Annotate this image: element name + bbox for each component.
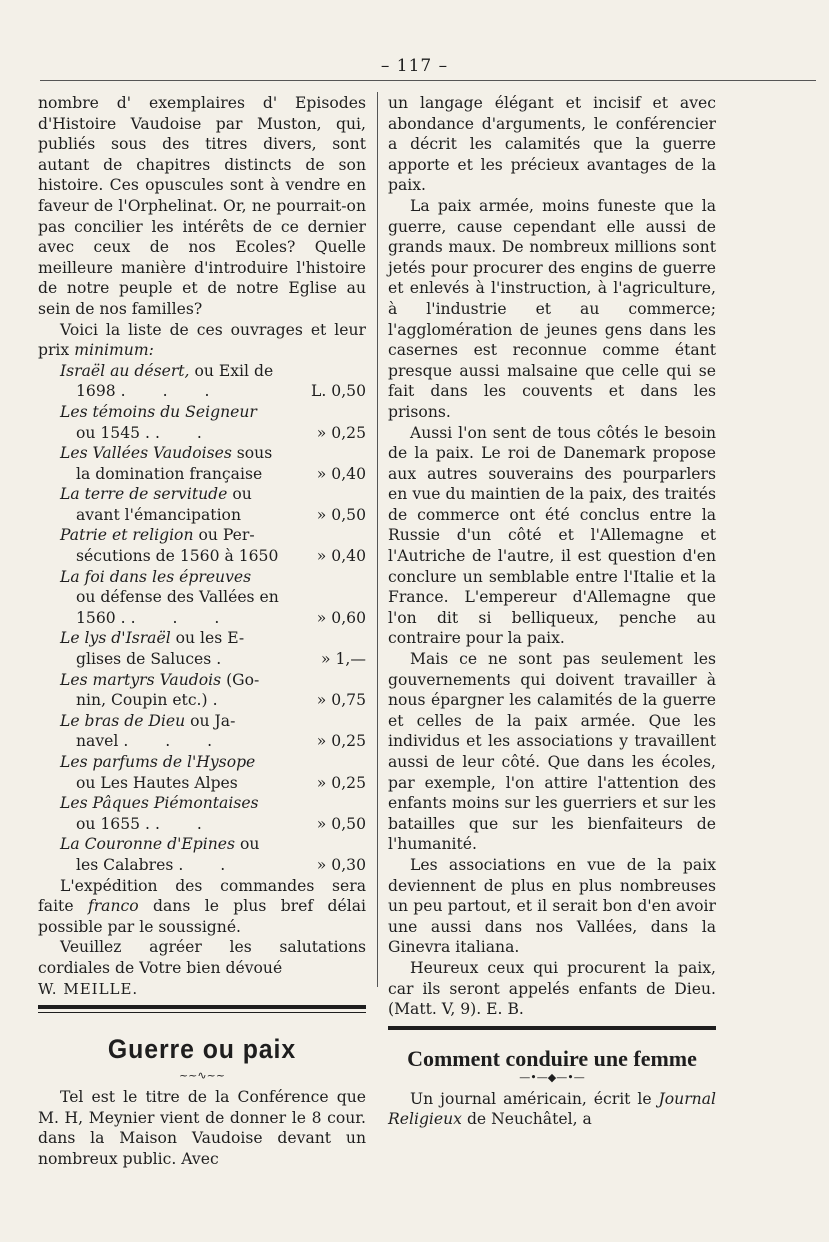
price-list-item bbox=[38, 484, 366, 525]
book-title-line bbox=[60, 361, 298, 382]
text: L'expédition des commandes sera faite bbox=[38, 876, 366, 916]
book-title: Les Vallées Vaudoises bbox=[60, 444, 232, 463]
paragraph: Mais ce ne sont pas seulement les gouvernements qui doivent travailler à nous épargner les calamités de la guerre et celles de la paix armée. Que les individus et les associations y travaillent aussi de leur côté. Que dans les écoles, par exemple, l'on attire l'attention des enfants moins sur les guerriers et sur les batailles que sur les bienfaiteurs de l'humanité. bbox=[388, 650, 716, 854]
book-title-rest: sous bbox=[231, 444, 273, 463]
book-price: » 0,40 bbox=[316, 547, 366, 566]
book-title-line bbox=[60, 402, 298, 423]
book-subtitle: ou Les Hautes Alpes bbox=[76, 773, 238, 792]
text-italic: minimum: bbox=[74, 341, 154, 360]
text: dans le plus bref délai possible par le soussigné. bbox=[38, 897, 366, 936]
page-number: – 117 – bbox=[380, 56, 449, 76]
book-price: L. 0,50 bbox=[311, 382, 366, 401]
book-title-line bbox=[60, 628, 298, 649]
book-subtitle: nin, Coupin etc.) bbox=[76, 691, 208, 710]
book-title-line bbox=[60, 567, 298, 588]
paragraph: Heureux ceux qui procurent la paix, car ils seront appelés enfants de Dieu. (Matt. V, 9). E. B. bbox=[388, 958, 716, 1019]
book-title-line bbox=[60, 834, 298, 855]
book-title: Les témoins du Seigneur bbox=[60, 402, 257, 421]
dot-leader: . . bbox=[154, 814, 218, 833]
book-price: » 0,50 bbox=[316, 505, 366, 524]
signature: W. MEILLE. bbox=[38, 979, 139, 998]
price-list-item bbox=[38, 443, 366, 484]
book-price: » 0,40 bbox=[316, 464, 366, 483]
book-price: » 0,60 bbox=[316, 608, 366, 627]
book-subtitle: ou 1545 . bbox=[76, 423, 150, 442]
book-title: La Couronne d'Epines bbox=[60, 835, 235, 854]
article-heading: Guerre ou paix bbox=[107, 1034, 297, 1065]
price-list-item bbox=[38, 402, 366, 443]
dot-leader: . . bbox=[178, 855, 242, 874]
left-column bbox=[38, 93, 366, 1170]
book-title: Les Pâques Piémontaises bbox=[60, 794, 259, 813]
book-title-line bbox=[60, 711, 298, 732]
dot-leader: . . bbox=[154, 423, 218, 442]
price-list-item bbox=[38, 670, 366, 711]
paragraph: Aussi l'on sent de tous côtés le besoin de la paix. Le roi de Danemark propose aux autres souverains des pourparlers en vue du maintien de la paix, des traités de commerce ont été conclus entre la Russie d'un côté et l'Allemagne et l'Autriche de l'autre, il est question d'en conclure un semblable entre l'Italie et la France. L'empereur d'Allemagne que l'on dit si belliqueux, penche au contraire pour la paix. bbox=[388, 423, 716, 648]
book-price: » 0,30 bbox=[316, 855, 366, 874]
book-title: La foi dans les épreuves bbox=[60, 567, 252, 586]
header-rule bbox=[40, 80, 816, 81]
book-subtitle: la domination française bbox=[76, 464, 263, 483]
book-title-rest: ou Ja- bbox=[185, 711, 236, 730]
book-title-line bbox=[60, 793, 298, 814]
paragraph: nombre d' exemplaires d' Episodes d'Histoire Vaudoise par Muston, qui, publiés sous des titres divers, sont autant de chapitres distincts de son histoire. Ces opuscules sont à vendre en faveur de l'Orphelinat. Or, ne pourrait-on pas concilier les intérêts de ce dernier avec ceux de nos Ecoles? Quelle meilleure manière d'introduire l'histoire de notre peuple et de notre Eglise au sein de nos familles? bbox=[38, 94, 366, 318]
book-price: » 0,25 bbox=[316, 773, 366, 792]
book-title-line bbox=[60, 443, 298, 464]
book-price: » 0,25 bbox=[316, 732, 366, 751]
book-subtitle: les Calabres bbox=[76, 855, 174, 874]
book-title: Israël au désert, bbox=[60, 361, 190, 380]
section-rule bbox=[388, 1026, 716, 1030]
price-list-item bbox=[38, 752, 366, 793]
column-divider bbox=[377, 92, 378, 987]
price-list-item bbox=[38, 525, 366, 566]
book-title-rest: ou Exil de bbox=[189, 361, 274, 380]
book-title-rest: (Go- bbox=[221, 670, 260, 689]
book-title: Patrie et religion bbox=[60, 526, 194, 545]
text: Un journal américain, écrit le bbox=[410, 1089, 659, 1108]
paragraph bbox=[38, 876, 366, 938]
paragraph: Veuillez agréer les salutations cordiales de Votre bien dévoué bbox=[38, 938, 366, 977]
book-subtitle: glises de Saluces bbox=[76, 650, 212, 669]
book-title-line bbox=[60, 670, 298, 691]
book-subtitle: ou 1655 . bbox=[76, 814, 150, 833]
book-title: La terre de servitude bbox=[60, 485, 228, 504]
book-subtitle: avant l'émancipation bbox=[76, 505, 241, 524]
paragraph: un langage élégant et incisif et avec abondance d'arguments, le conférencier a décrit les calamités que la guerre apporte et les précieux avantages de la paix. bbox=[388, 94, 716, 195]
book-title-line bbox=[60, 752, 298, 773]
section-rule bbox=[38, 1012, 366, 1013]
book-title-line bbox=[60, 484, 298, 505]
book-title-rest: ou bbox=[227, 485, 252, 504]
paragraph: Les associations en vue de la paix deviennent de plus en plus nombreuses un peu partout, et il serait bon d'en avoir une aussi dans nos Vallées, dans la Ginevra italiana. bbox=[388, 855, 716, 957]
paragraph bbox=[38, 320, 366, 361]
book-title-rest: ou Per- bbox=[193, 526, 255, 545]
price-list-item bbox=[38, 793, 366, 834]
dot-leader: . bbox=[212, 691, 234, 710]
book-price: » 0,75 bbox=[316, 691, 366, 710]
price-list-item bbox=[38, 567, 366, 629]
dot-leader: . . . bbox=[120, 382, 226, 401]
book-price: » 0,25 bbox=[316, 423, 366, 442]
book-title-rest: ou les E- bbox=[170, 629, 245, 648]
price-list-item bbox=[38, 834, 366, 875]
dot-leader: . . . bbox=[123, 732, 229, 751]
price-list-item bbox=[38, 361, 366, 402]
paragraph: La paix armée, moins funeste que la guerre, cause cependant elle aussi de grands maux. De nombreux millions sont jetés pour procurer des engins de guerre et enlevés à l'instruction, à l'agriculture, à l'industrie et au commerce; l'agglomération de jeunes gens dans les casernes est reconnue comme étant presque aussi malsaine que celle qui se fait dans les couvents et dans les prisons. bbox=[388, 196, 716, 421]
book-price: » 1,— bbox=[321, 650, 366, 669]
dot-leader: . . . bbox=[130, 608, 236, 627]
article-heading: Comment conduire une femme bbox=[407, 1045, 697, 1071]
book-subtitle: 1698 bbox=[76, 382, 116, 401]
book-title-line bbox=[60, 525, 298, 546]
book-subtitle: sécutions de 1560 à 1650 bbox=[76, 547, 279, 566]
ornament: —•—◆—•— bbox=[519, 1070, 585, 1084]
book-title-rest: ou bbox=[234, 835, 260, 854]
text: Voici la liste de ces ouvrages et leur prix bbox=[38, 320, 366, 360]
book-subtitle: ou défense des Vallées en 1560 . bbox=[76, 588, 279, 627]
paragraph bbox=[388, 1089, 716, 1130]
book-title: Le bras de Dieu bbox=[60, 711, 186, 730]
ornament: ~~∿~~ bbox=[178, 1069, 226, 1083]
right-column bbox=[388, 93, 716, 1130]
book-title: Le lys d'Israël bbox=[60, 629, 171, 648]
paragraph: Tel est le titre de la Conférence que M. H, Meynier vient de donner le 8 cour. dans la Maison Vaudoise devant un nombreux public. Avec bbox=[38, 1088, 366, 1168]
book-price: » 0,50 bbox=[316, 814, 366, 833]
book-title: Les martyrs Vaudois bbox=[60, 670, 222, 689]
book-title: Les parfums de l'Hysope bbox=[60, 753, 256, 771]
price-list-item bbox=[38, 711, 366, 752]
section-rule bbox=[38, 1005, 366, 1009]
text-italic: Journal Religieux bbox=[388, 1089, 716, 1129]
text-italic: franco bbox=[87, 897, 139, 916]
dot-leader: . bbox=[216, 650, 238, 669]
price-list bbox=[38, 361, 366, 876]
price-list-item bbox=[38, 628, 366, 669]
text: de Neuchâtel, a bbox=[461, 1110, 592, 1129]
book-subtitle: navel bbox=[76, 732, 119, 751]
